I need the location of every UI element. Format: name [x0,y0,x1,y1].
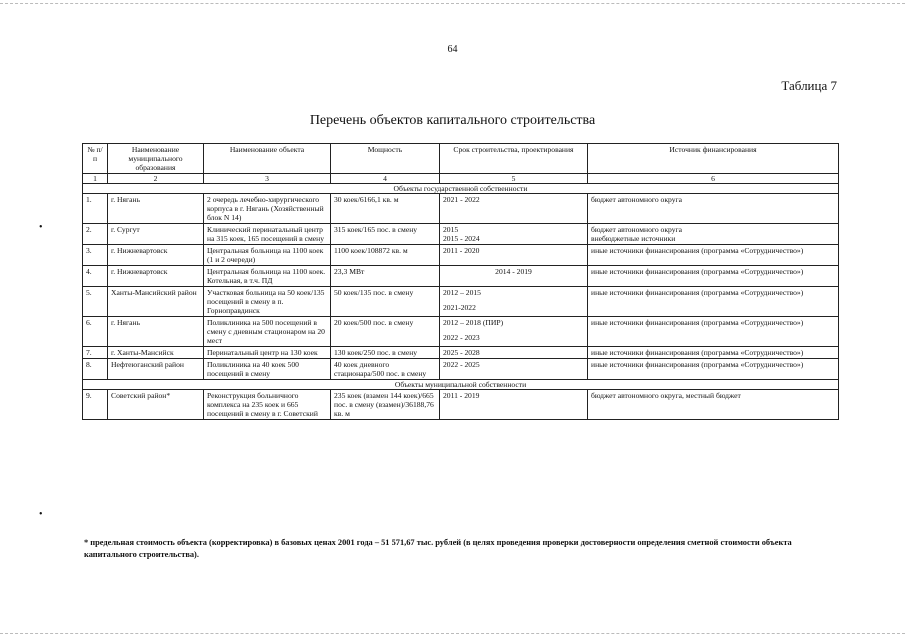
margin-dot: • [39,222,43,233]
table-row [83,317,839,347]
cell-no: 1. [83,194,108,224]
cell-period: 2011 - 2020 [440,245,588,266]
column-number: 2 [108,174,204,184]
period-line: 2022 - 2023 [443,333,480,342]
table-row [83,287,839,317]
cell-no: 7. [83,347,108,359]
section-label: Объекты муниципальной собственности [83,380,839,390]
header-no: № п/п [83,144,108,174]
footnote: * предельная стоимость объекта (корректировка) в базовых ценах 2001 года – 51 571,67 тыс. рублей (в целях проведения проверки достоверности определения сметной стоимости объекта капитального строительства). [84,538,792,559]
margin-dot: • [39,509,43,520]
cell-object: Реконструкция больничного комплекса на 235 коек и 665 посещений в смену в г. Советский [204,390,331,420]
table-header-row [83,144,839,174]
cell-object: Участковая больница на 50 коек/135 посещений в смену в п. Горноправдинск [204,287,331,317]
cell-capacity: 50 коек/135 пос. в смену [331,287,440,317]
cell-no: 4. [83,266,108,287]
cell-source: иные источники финансирования (программа «Сотрудничество») [588,287,839,317]
column-number: 6 [588,174,839,184]
cell-period [440,287,588,317]
cell-object: Поликлиника на 40 коек 500 посещений в смену [204,359,331,380]
cell-object: Центральная больница на 1100 коек. Котельная, в т.ч. ПД [204,266,331,287]
cell-capacity: 30 коек/6166,1 кв. м [331,194,440,224]
source-line: бюджет автономного округа [591,225,682,234]
table-row [83,266,839,287]
cell-source [588,224,839,245]
cell-municipality: Советский район* [108,390,204,420]
header-period: Срок строительства, проектирования [440,144,588,174]
period-line: 2012 – 2018 (ПИР) [443,318,504,327]
cell-period: 2014 - 2019 [440,266,588,287]
cell-municipality: г. Нягань [108,317,204,347]
section-label: Объекты государственной собственности [83,184,839,194]
cell-source: иные источники финансирования (программа «Сотрудничество») [588,245,839,266]
column-number: 5 [440,174,588,184]
cell-municipality: г. Нижневартовск [108,245,204,266]
capital-objects-table [82,143,839,420]
cell-source: бюджет автономного округа, местный бюджет [588,390,839,420]
scan-edge-bottom [0,633,905,634]
cell-capacity: 130 коек/250 пос. в смену [331,347,440,359]
cell-municipality: г. Сургут [108,224,204,245]
header-object: Наименование объекта [204,144,331,174]
table-row [83,245,839,266]
column-number: 4 [331,174,440,184]
table-row [83,194,839,224]
cell-no: 3. [83,245,108,266]
cell-capacity: 23,3 МВт [331,266,440,287]
cell-source: иные источники финансирования (программа «Сотрудничество») [588,266,839,287]
cell-object: Перинатальный центр на 130 коек [204,347,331,359]
cell-capacity: 20 коек/500 пос. в смену [331,317,440,347]
cell-source: иные источники финансирования (программа «Сотрудничество») [588,347,839,359]
table-row [83,347,839,359]
period-line: 2021-2022 [443,303,476,312]
cell-period: 2011 - 2019 [440,390,588,420]
cell-municipality: г. Ханты-Мансийск [108,347,204,359]
cell-source: бюджет автономного округа [588,194,839,224]
cell-object: Поликлиника на 500 посещений в смену с дневным стационаром на 20 мест [204,317,331,347]
table-label: Таблица 7 [781,78,837,93]
cell-no: 5. [83,287,108,317]
page-number: 64 [447,44,458,55]
header-capacity: Мощность [331,144,440,174]
column-number: 1 [83,174,108,184]
period-line: 2015 - 2024 [443,234,480,243]
cell-period: 2022 - 2025 [440,359,588,380]
table-row [83,390,839,420]
section-row-state [83,184,839,194]
period-line: 2015 [443,225,459,234]
table-row [83,224,839,245]
cell-municipality: г. Нягань [108,194,204,224]
cell-municipality: Нефтеюганский район [108,359,204,380]
column-number-row [83,174,839,184]
cell-capacity: 40 коек дневного стационара/500 пос. в смену [331,359,440,380]
cell-object: Центральная больница на 1100 коек (1 и 2 очереди) [204,245,331,266]
scan-edge-top [0,3,905,4]
cell-no: 8. [83,359,108,380]
cell-source: иные источники финансирования (программа «Сотрудничество») [588,359,839,380]
period-line: 2012 – 2015 [443,288,481,297]
cell-period [440,317,588,347]
cell-object: Клинический перинатальный центр на 315 коек, 165 посещений в смену [204,224,331,245]
header-source: Источник финансирования [588,144,839,174]
column-number: 3 [204,174,331,184]
cell-municipality: г. Нижневартовск [108,266,204,287]
page-title: Перечень объектов капитального строительства [309,113,596,128]
cell-capacity: 315 коек/165 пос. в смену [331,224,440,245]
cell-object: 2 очередь лечебно-хирургического корпуса в г. Нягань (Хозяйственный блок N 14) [204,194,331,224]
source-line: внебюджетные источники [591,234,676,243]
cell-capacity: 1100 коек/108872 кв. м [331,245,440,266]
cell-municipality: Ханты-Мансийский район [108,287,204,317]
cell-period: 2021 - 2022 [440,194,588,224]
cell-capacity: 235 коек (взамен 144 коек)/665 пос. в смену (взамен)/36188,76 кв. м [331,390,440,420]
cell-source: иные источники финансирования (программа «Сотрудничество») [588,317,839,347]
cell-period: 2025 - 2028 [440,347,588,359]
cell-no: 6. [83,317,108,347]
header-municipality: Наименование муниципального образования [108,144,204,174]
cell-period [440,224,588,245]
cell-no: 2. [83,224,108,245]
section-row-municipal [83,380,839,390]
cell-no: 9. [83,390,108,420]
table-row [83,359,839,380]
